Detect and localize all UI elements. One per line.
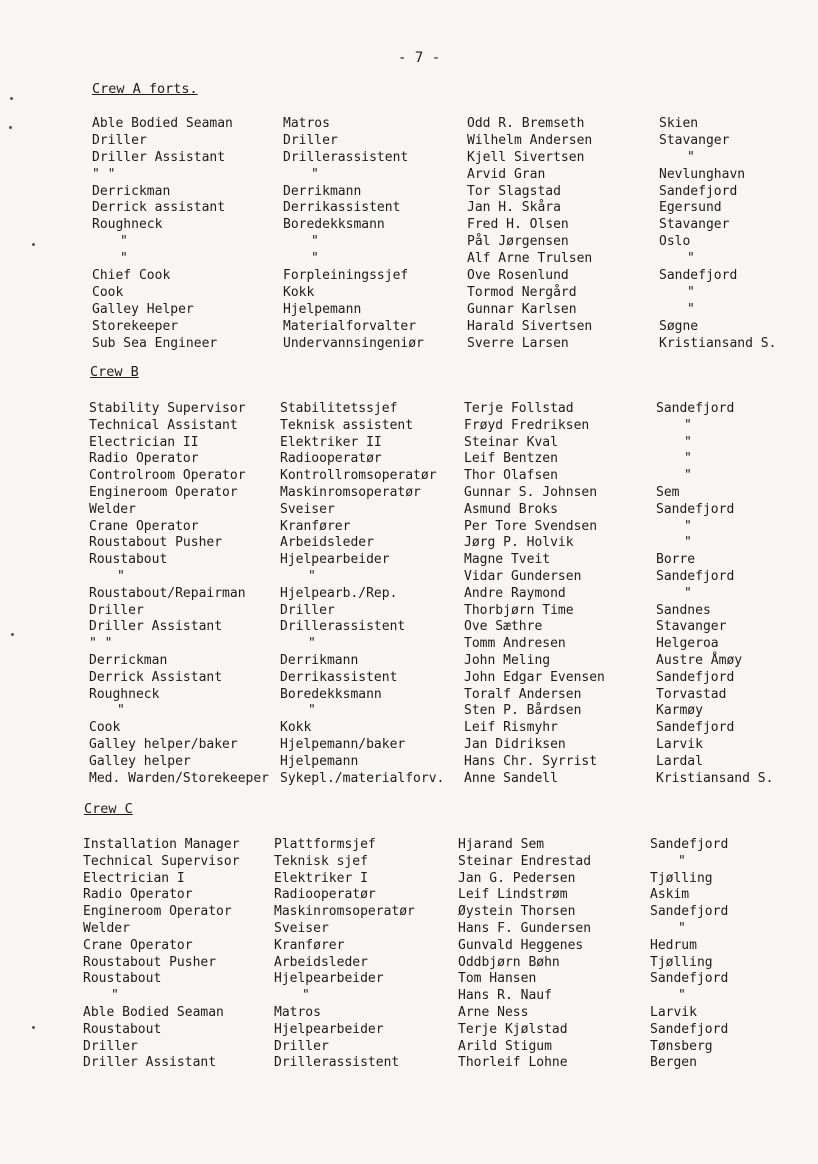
role-no-cell: Drillerassistent: [283, 149, 409, 165]
role-en-cell: Galley helper: [89, 753, 191, 769]
role-en-cell: Galley Helper: [92, 301, 194, 317]
role-en-cell: Roustabout: [83, 1021, 162, 1037]
hometown-cell: Nevlunghavn: [659, 166, 746, 182]
role-en-cell: Installation Manager: [83, 837, 240, 852]
hometown-cell: ": [684, 434, 692, 450]
hometown-cell: ": [684, 451, 692, 467]
name-cell: Gunnar S. Johnsen: [464, 484, 598, 500]
role-en-cell: Roustabout: [89, 552, 168, 568]
role-no-cell: Kranfører: [274, 937, 345, 953]
role-no-cell: Materialforvalter: [283, 318, 417, 334]
role-en-cell: Cook: [89, 720, 121, 736]
name-cell: Sverre Larsen: [467, 335, 569, 351]
name-cell: Leif Lindstrøm: [458, 887, 568, 903]
hometown-cell: Sandefjord: [656, 669, 735, 685]
role-no-cell: Sveiser: [280, 501, 335, 517]
hometown-cell: ": [687, 284, 695, 300]
role-no-cell: Kokk: [280, 720, 312, 736]
name-cell: Kjell Sivertsen: [467, 149, 585, 165]
name-cell: Harald Sivertsen: [467, 318, 593, 334]
name-cell: Vidar Gundersen: [464, 568, 582, 584]
role-no-cell: Hjelpearb./Rep.: [280, 585, 398, 601]
page-number: - 7 -: [398, 50, 441, 66]
role-no-cell: Kokk: [283, 284, 315, 300]
role-no-cell: Teknisk assistent: [280, 417, 414, 433]
role-en-cell: Engineroom Operator: [89, 484, 238, 500]
role-no-cell: ": [311, 166, 319, 182]
role-en-cell: Sub Sea Engineer: [92, 335, 218, 351]
name-cell: Alf Arne Trulsen: [467, 251, 593, 267]
name-cell: Ove Sæthre: [464, 619, 543, 635]
role-en-cell: Driller: [83, 1038, 138, 1054]
name-cell: Thor Olafsen: [464, 468, 558, 484]
hometown-cell: Sandefjord: [650, 971, 729, 987]
role-en-cell: " ": [89, 636, 113, 652]
role-no-cell: Driller: [274, 1038, 329, 1054]
role-en-cell: Welder: [89, 501, 136, 517]
role-en-cell: Driller: [89, 602, 144, 618]
hometown-cell: Stavanger: [656, 619, 727, 635]
name-cell: Thorleif Lohne: [458, 1055, 568, 1071]
role-no-cell: ": [308, 568, 316, 584]
hometown-cell: Helgeroa: [656, 636, 719, 652]
role-en-cell: Electrician II: [89, 434, 199, 450]
hometown-cell: Lardal: [656, 753, 703, 769]
role-en-cell: Cook: [92, 284, 124, 300]
hometown-cell: ": [684, 518, 692, 534]
role-en-cell: ": [120, 251, 128, 267]
role-no-cell: Maskinromsoperatør: [274, 904, 415, 920]
name-cell: Jan Didriksen: [464, 736, 566, 752]
role-no-cell: Hjelpearbeider: [280, 552, 390, 568]
role-en-cell: Derrick Assistant: [89, 669, 223, 685]
name-cell: Jan H. Skåra: [467, 200, 561, 216]
hometown-cell: Sandnes: [656, 602, 711, 618]
hometown-cell: Tjølling: [650, 870, 713, 886]
role-en-cell: Stability Supervisor: [89, 401, 246, 416]
role-no-cell: Hjelpemann: [280, 753, 359, 769]
name-cell: Oddbjørn Bøhn: [458, 954, 560, 970]
name-cell: Pål Jørgensen: [467, 234, 569, 250]
role-no-cell: Radiooperatør: [274, 887, 376, 903]
role-no-cell: Kontrollromsoperatør: [280, 468, 437, 484]
role-en-cell: Driller: [92, 132, 147, 148]
hometown-cell: ": [678, 920, 686, 936]
role-no-cell: Drillerassistent: [280, 619, 406, 635]
role-en-cell: Controlroom Operator: [89, 468, 246, 484]
hometown-cell: Tønsberg: [650, 1038, 713, 1054]
name-cell: Hans R. Nauf: [458, 988, 552, 1004]
name-cell: Steinar Endrestad: [458, 853, 592, 869]
name-cell: Jan G. Pedersen: [458, 870, 576, 886]
name-cell: Per Tore Svendsen: [464, 518, 598, 534]
name-cell: Leif Rismyhr: [464, 720, 558, 736]
hometown-cell: Torvastad: [656, 686, 727, 702]
name-cell: Magne Tveit: [464, 552, 551, 568]
hometown-cell: Egersund: [659, 200, 722, 216]
hometown-cell: Sem: [656, 484, 680, 500]
name-cell: Wilhelm Andersen: [467, 132, 593, 148]
role-no-cell: Arbeidsleder: [280, 535, 374, 551]
name-cell: Terje Follstad: [464, 401, 574, 416]
hometown-cell: ": [678, 988, 686, 1004]
role-no-cell: Plattformsjef: [274, 837, 376, 852]
role-no-cell: Hjelpearbeider: [274, 1021, 384, 1037]
role-en-cell: Derrickman: [89, 652, 168, 668]
name-cell: Toralf Andersen: [464, 686, 582, 702]
role-no-cell: Undervannsingeniør: [283, 335, 424, 351]
role-en-cell: Engineroom Operator: [83, 904, 232, 920]
role-en-cell: Radio Operator: [83, 887, 193, 903]
role-no-cell: ": [308, 636, 316, 652]
role-no-cell: Driller: [283, 132, 338, 148]
hometown-cell: Borre: [656, 552, 696, 568]
role-en-cell: Technical Assistant: [89, 417, 238, 433]
section-heading-crew-b: Crew B: [90, 364, 139, 380]
name-cell: Anne Sandell: [464, 770, 558, 786]
role-no-cell: Hjelpemann: [283, 301, 362, 317]
name-cell: Hans Chr. Syrrist: [464, 753, 598, 769]
scan-speck: [11, 633, 14, 636]
hometown-cell: Kristiansand S.: [656, 770, 774, 786]
scan-speck: [10, 97, 13, 100]
hometown-cell: Sandefjord: [656, 568, 735, 584]
role-en-cell: Galley helper/baker: [89, 736, 238, 752]
name-cell: Terje Kjølstad: [458, 1021, 568, 1037]
hometown-cell: ": [684, 585, 692, 601]
hometown-cell: Larvik: [650, 1004, 697, 1020]
role-no-cell: Sveiser: [274, 920, 329, 936]
role-en-cell: Crane Operator: [83, 937, 193, 953]
name-cell: Andre Raymond: [464, 585, 566, 601]
hometown-cell: Søgne: [659, 318, 699, 334]
hometown-cell: ": [678, 853, 686, 869]
name-cell: Tormod Nergård: [467, 284, 577, 300]
scan-speck: [32, 1026, 35, 1029]
name-cell: Thorbjørn Time: [464, 602, 574, 618]
role-en-cell: Technical Supervisor: [83, 853, 240, 869]
name-cell: John Meling: [464, 652, 551, 668]
hometown-cell: Skien: [659, 116, 699, 131]
hometown-cell: Sandefjord: [659, 268, 738, 284]
hometown-cell: Stavanger: [659, 217, 730, 233]
role-no-cell: Sykepl./materialforv.: [280, 770, 445, 786]
role-en-cell: Driller Assistant: [89, 619, 223, 635]
section-heading-crew-a: Crew A forts.: [92, 81, 198, 97]
role-no-cell: Matros: [283, 116, 330, 131]
role-no-cell: Driller: [280, 602, 335, 618]
name-cell: Jørg P. Holvik: [464, 535, 574, 551]
role-no-cell: Boredekksmann: [283, 217, 385, 233]
name-cell: Ove Rosenlund: [467, 268, 569, 284]
hometown-cell: ": [684, 468, 692, 484]
name-cell: Fred H. Olsen: [467, 217, 569, 233]
hometown-cell: Sandefjord: [656, 501, 735, 517]
role-no-cell: Elektriker II: [280, 434, 382, 450]
role-no-cell: Hjelpemann/baker: [280, 736, 406, 752]
role-no-cell: Derrikassistent: [283, 200, 401, 216]
name-cell: Hans F. Gundersen: [458, 920, 592, 936]
name-cell: Gunvald Heggenes: [458, 937, 584, 953]
hometown-cell: Bergen: [650, 1055, 697, 1071]
name-cell: Leif Bentzen: [464, 451, 558, 467]
role-en-cell: Derrick assistant: [92, 200, 226, 216]
role-no-cell: Arbeidsleder: [274, 954, 368, 970]
role-en-cell: Radio Operator: [89, 451, 199, 467]
hometown-cell: Sandefjord: [656, 401, 735, 416]
role-en-cell: Med. Warden/Storekeeper: [89, 770, 270, 786]
hometown-cell: Hedrum: [650, 937, 697, 953]
role-no-cell: Radiooperatør: [280, 451, 382, 467]
hometown-cell: Kristiansand S.: [659, 335, 777, 351]
role-no-cell: ": [311, 234, 319, 250]
name-cell: Tomm Andresen: [464, 636, 566, 652]
role-no-cell: Stabilitetssjef: [280, 401, 398, 416]
hometown-cell: Oslo: [659, 234, 691, 250]
hometown-cell: Austre Åmøy: [656, 652, 743, 668]
role-no-cell: Drillerassistent: [274, 1055, 400, 1071]
name-cell: Asmund Broks: [464, 501, 558, 517]
hometown-cell: ": [684, 417, 692, 433]
role-no-cell: Hjelpearbeider: [274, 971, 384, 987]
role-no-cell: Kranfører: [280, 518, 351, 534]
role-no-cell: Forpleiningssjef: [283, 268, 409, 284]
role-en-cell: ": [117, 703, 125, 719]
name-cell: Sten P. Bårdsen: [464, 703, 582, 719]
name-cell: Odd R. Bremseth: [467, 116, 585, 131]
role-en-cell: Driller Assistant: [92, 149, 226, 165]
hometown-cell: ": [687, 251, 695, 267]
name-cell: Øystein Thorsen: [458, 904, 576, 920]
hometown-cell: ": [687, 301, 695, 317]
hometown-cell: Sandefjord: [656, 720, 735, 736]
name-cell: Frøyd Fredriksen: [464, 417, 590, 433]
hometown-cell: Sandefjord: [650, 1021, 729, 1037]
hometown-cell: ": [687, 149, 695, 165]
role-en-cell: Storekeeper: [92, 318, 179, 334]
scan-speck: [32, 243, 35, 246]
role-no-cell: ": [311, 251, 319, 267]
role-en-cell: ": [117, 568, 125, 584]
role-en-cell: Roughneck: [89, 686, 160, 702]
role-en-cell: Driller Assistant: [83, 1055, 217, 1071]
role-en-cell: Derrickman: [92, 183, 171, 199]
name-cell: Tor Slagstad: [467, 183, 561, 199]
role-en-cell: Crane Operator: [89, 518, 199, 534]
hometown-cell: Sandefjord: [659, 183, 738, 199]
hometown-cell: Karmøy: [656, 703, 703, 719]
name-cell: John Edgar Evensen: [464, 669, 605, 685]
name-cell: Hjarand Sem: [458, 837, 545, 852]
hometown-cell: Askim: [650, 887, 690, 903]
role-en-cell: Roughneck: [92, 217, 163, 233]
role-no-cell: ": [308, 703, 316, 719]
role-en-cell: Welder: [83, 920, 130, 936]
role-no-cell: Elektriker I: [274, 870, 368, 886]
role-no-cell: Maskinromsoperatør: [280, 484, 421, 500]
name-cell: Arne Ness: [458, 1004, 529, 1020]
name-cell: Gunnar Karlsen: [467, 301, 577, 317]
role-en-cell: Roustabout Pusher: [89, 535, 223, 551]
role-en-cell: Able Bodied Seaman: [92, 116, 233, 131]
name-cell: Arild Stigum: [458, 1038, 552, 1054]
role-en-cell: Roustabout: [83, 971, 162, 987]
role-en-cell: Chief Cook: [92, 268, 171, 284]
role-no-cell: Derrikassistent: [280, 669, 398, 685]
hometown-cell: Larvik: [656, 736, 703, 752]
section-heading-crew-c: Crew C: [84, 801, 133, 817]
role-no-cell: Derrikmann: [283, 183, 362, 199]
role-no-cell: Boredekksmann: [280, 686, 382, 702]
hometown-cell: Stavanger: [659, 132, 730, 148]
role-en-cell: " ": [92, 166, 116, 182]
role-no-cell: Matros: [274, 1004, 321, 1020]
role-no-cell: Teknisk sjef: [274, 853, 368, 869]
role-en-cell: ": [111, 988, 119, 1004]
role-en-cell: Roustabout Pusher: [83, 954, 217, 970]
hometown-cell: Sandefjord: [650, 904, 729, 920]
name-cell: Steinar Kval: [464, 434, 558, 450]
role-en-cell: Electrician I: [83, 870, 185, 886]
hometown-cell: Sandefjord: [650, 837, 729, 852]
role-no-cell: Derrikmann: [280, 652, 359, 668]
role-en-cell: Able Bodied Seaman: [83, 1004, 224, 1020]
role-en-cell: Roustabout/Repairman: [89, 585, 246, 601]
name-cell: Arvid Gran: [467, 166, 546, 182]
scan-speck: [9, 126, 12, 129]
hometown-cell: Tjølling: [650, 954, 713, 970]
role-no-cell: ": [302, 988, 310, 1004]
hometown-cell: ": [684, 535, 692, 551]
role-en-cell: ": [120, 234, 128, 250]
name-cell: Tom Hansen: [458, 971, 537, 987]
